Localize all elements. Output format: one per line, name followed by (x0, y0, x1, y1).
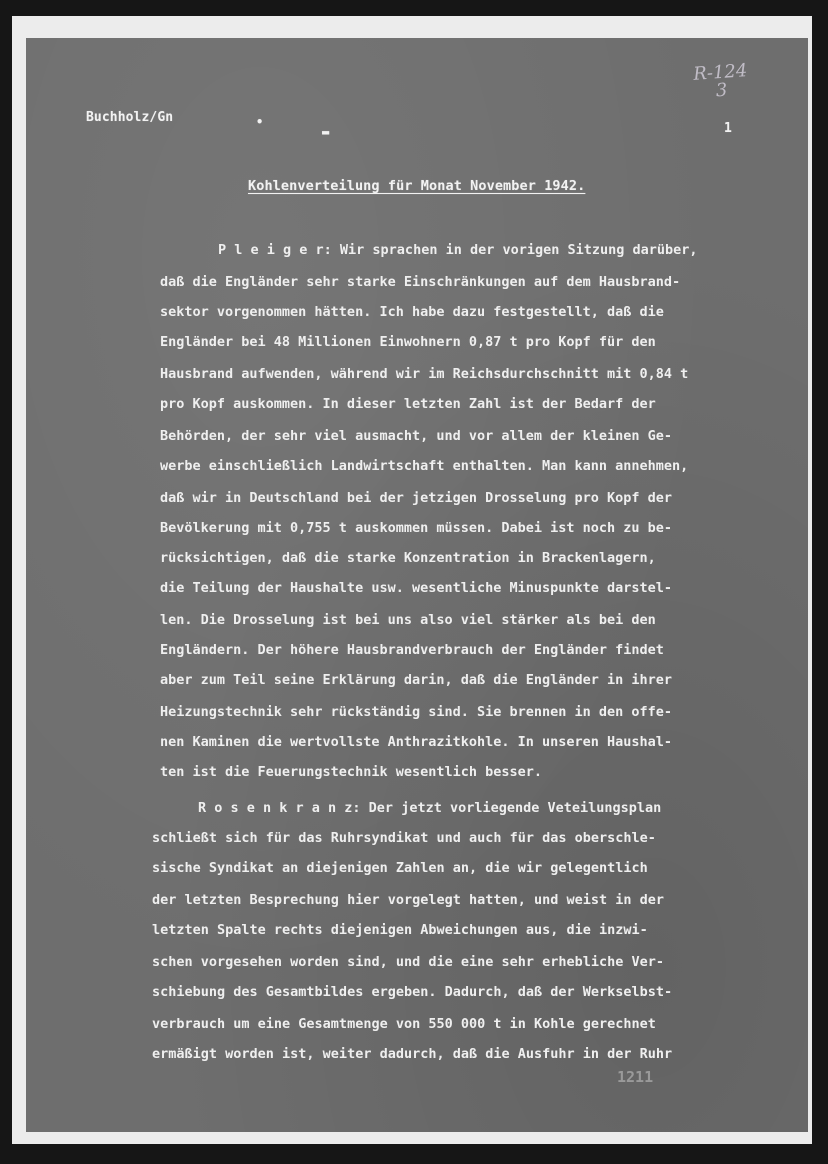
body-text-line: ten ist die Feuerungstechnik wesentlich besser. (160, 764, 543, 780)
document-title: Kohlenverteilung für Monat November 1942. (248, 178, 586, 194)
page-stamp: 1211 (617, 1068, 654, 1086)
body-text-line: aber zum Teil seine Erklärung darin, daß die Engländer in ihrer (160, 672, 673, 688)
body-text-line: Behörden, der sehr viel ausmacht, und vor allem der kleinen Ge- (160, 428, 673, 444)
body-text-line: pro Kopf auskommen. In dieser letzten Zahl ist der Bedarf der (160, 396, 656, 412)
body-text-line: Engländern. Der höhere Hausbrandverbrauch der Engländer findet (160, 642, 664, 658)
body-text-line: R o s e n k r a n z: Der jetzt vorliegende Veteilungsplan (198, 800, 662, 816)
body-text-line: sische Syndikat an diejenigen Zahlen an, die wir gelegentlich (152, 860, 648, 876)
body-text-line: sektor vorgenommen hätten. Ich habe dazu festgestellt, daß die (160, 304, 664, 320)
body-text-line: werbe einschließlich Landwirtschaft enthalten. Man kann annehmen, (160, 458, 689, 474)
body-text-line: nen Kaminen die wertvollste Anthrazitkohle. In unseren Haushal- (160, 734, 673, 750)
body-text-line: die Teilung der Haushalte usw. wesentliche Minuspunkte darstel- (160, 580, 673, 596)
body-text-line: Heizungstechnik sehr rückständig sind. Sie brennen in den offe- (160, 704, 673, 720)
body-text-line: schiebung des Gesamtbildes ergeben. Dadurch, daß der Werkselbst- (152, 984, 673, 1000)
author-reference: Buchholz/Gn (86, 110, 174, 125)
body-text-line: P l e i g e r: Wir sprachen in der vorigen Sitzung darüber, (218, 242, 698, 258)
body-text-line: letzten Spalte rechts diejenigen Abweichungen aus, die inzwi- (152, 922, 648, 938)
body-text-line: daß die Engländer sehr starke Einschränkungen auf dem Hausbrand- (160, 274, 681, 290)
body-text-line: schließt sich für das Ruhrsyndikat und auch für das oberschle- (152, 830, 656, 846)
scan-speck: • (256, 115, 264, 129)
body-text-line: schen vorgesehen worden sind, und die eine sehr erhebliche Ver- (152, 954, 665, 970)
body-text-line: Bevölkerung mit 0,755 t auskommen müssen. Dabei ist noch zu be- (160, 520, 673, 536)
page-number: 1 (724, 121, 732, 136)
body-text-line: rücksichtigen, daß die starke Konzentration in Brackenlagern, (160, 550, 656, 566)
handwritten-line: 3 (715, 79, 729, 102)
handwritten-reference (685, 62, 757, 103)
body-text-line: Engländer bei 48 Millionen Einwohnern 0,87 t pro Kopf für den (160, 334, 656, 350)
body-text-line: daß wir in Deutschland bei der jetzigen Drosselung pro Kopf der (160, 490, 673, 506)
body-text-line: ermäßigt worden ist, weiter dadurch, daß die Ausfuhr in der Ruhr (152, 1046, 673, 1062)
body-text-line: verbrauch um eine Gesamtmenge von 550 000 t in Kohle gerechnet (152, 1016, 656, 1032)
handwritten-line: R-124 (692, 60, 749, 85)
scan-speck: ▬ (322, 125, 330, 139)
body-text-line: der letzten Besprechung hier vorgelegt hatten, und weist in der (152, 892, 665, 908)
body-text-line: len. Die Drosselung ist bei uns also viel stärker als bei den (160, 612, 656, 628)
body-text-line: Hausbrand aufwenden, während wir im Reichsdurchschnitt mit 0,84 t (160, 366, 689, 382)
